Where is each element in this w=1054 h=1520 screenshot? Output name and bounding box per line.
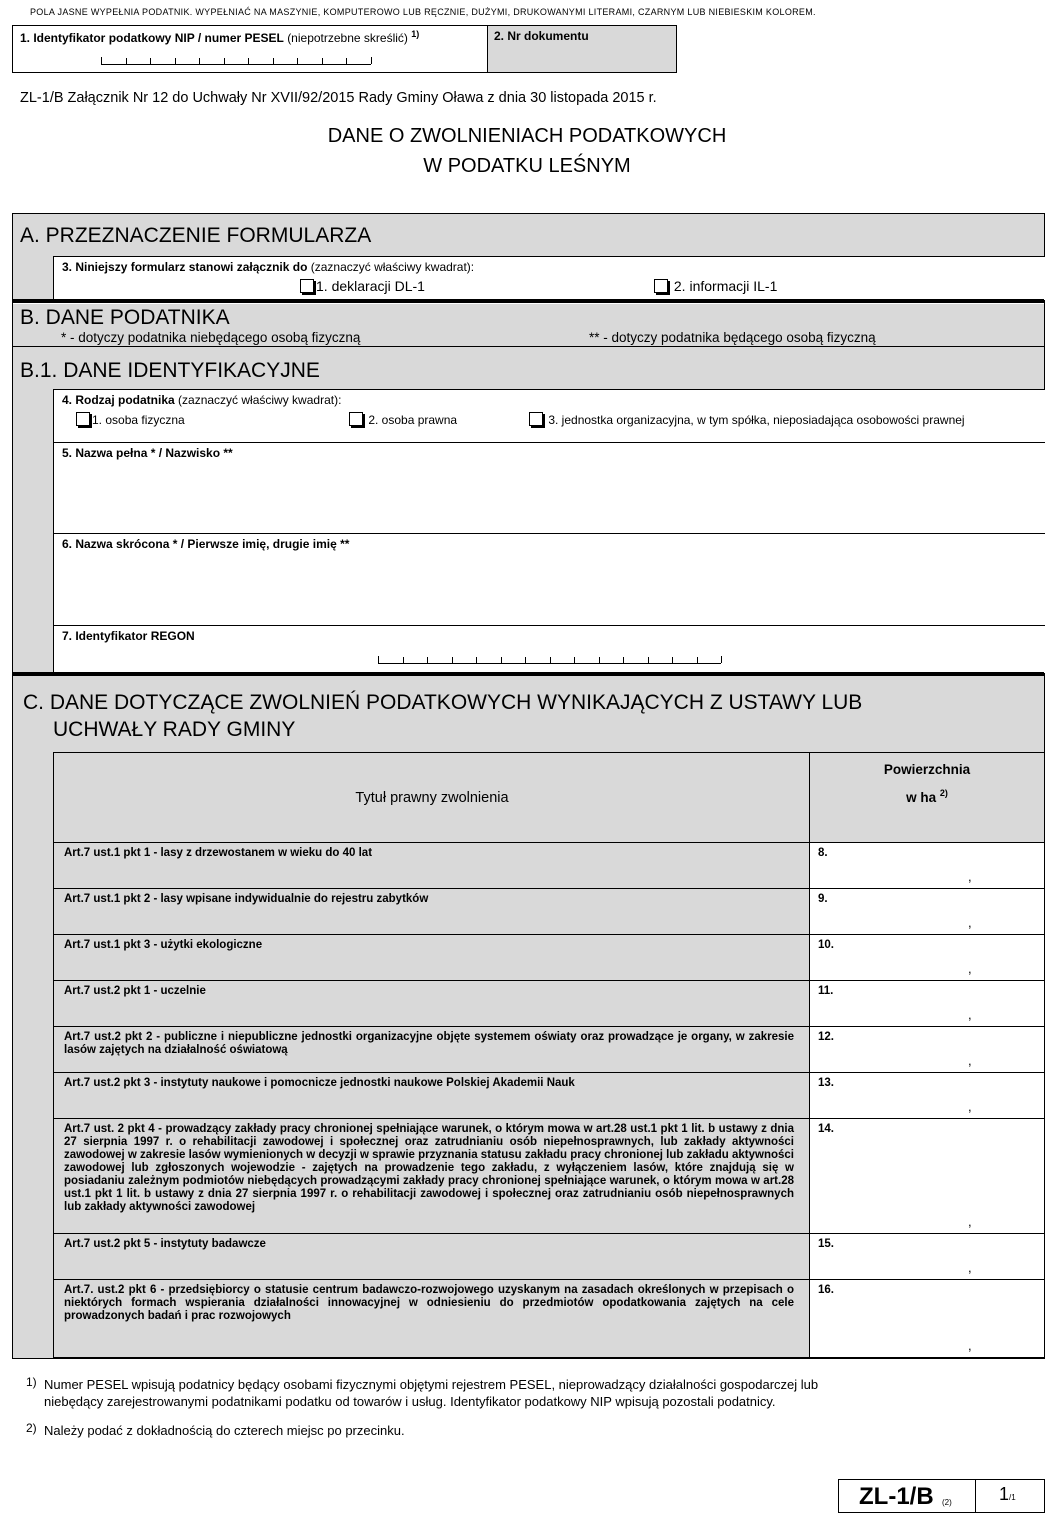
option-dl1-label: 1. deklaracji DL-1 [316,278,425,294]
exemption-title: Art.7 ust.2 pkt 5 - instytuty badawcze [64,1238,266,1250]
section-a-title: A. PRZEZNACZENIE FORMULARZA [20,224,372,247]
taxpayer-type-organization-label: 3. jednostka organizacyjna, w tym spółka, nieposiadająca osobowości prawnej [548,413,965,427]
field-number: 15. [818,1238,834,1250]
field-number: 8. [818,847,828,859]
short-name-field[interactable] [53,533,1045,625]
exemption-title: Art.7 ust.1 pkt 2 - lasy wpisane indywidualnie do rejestru zabytków [64,893,429,905]
section-b1-title: B.1. DANE IDENTYFIKACYJNE [20,359,320,382]
form-title [0,121,1054,181]
field-1-label: 1. Identyfikator podatkowy NIP / numer PESEL [20,31,284,45]
area-input[interactable] [810,843,1044,889]
section-a [13,214,1044,300]
exemption-row-title [54,1119,810,1234]
field-6-label: 6. Nazwa skrócona * / Pierwsze imię, drugie imię ** [62,537,350,551]
form-version: (2) [942,1498,952,1507]
regon-digit-cells [378,656,721,664]
section-b1 [13,347,1044,672]
field-number: 14. [818,1123,834,1135]
field-4-box [53,389,1045,442]
page-number: 1/1 [999,1484,1016,1504]
taxpayer-type-natural-label: 1. osoba fizyczna [92,413,185,427]
checkbox-icon[interactable] [349,412,363,426]
document-number-field [487,25,677,73]
footnote-2-mark: 2) [26,1421,37,1435]
divider [13,299,1044,303]
exemption-title: Art.7 ust.2 pkt 2 - publiczne i niepubliczne jednostki organizacyjne objęte systemem oświaty oraz prowadzące je organy, w zakresie lasów zajętych na działalność oświatową [64,1031,794,1056]
area-input[interactable] [810,1234,1044,1280]
exemption-title: Art.7 ust.1 pkt 1 - lasy z drzewostanem w wieku do 40 lat [64,847,373,859]
decimal-comma: , [968,1338,972,1353]
form-code: ZL-1/B [859,1483,934,1510]
decimal-comma: , [968,1099,972,1114]
footnote-1-line1: Numer PESEL wpisują podatnicy będący osobami fizycznymi objętymi rejestrem PESEL, nieprowadzący działalności gospodarczej lub [44,1377,819,1392]
area-input[interactable] [810,1119,1044,1234]
area-input[interactable] [810,935,1044,981]
exemption-row-title [54,889,810,935]
footnote-1 [26,1376,1026,1410]
area-input[interactable] [810,1073,1044,1119]
exemption-title: Art.7. ust.2 pkt 6 - przedsiębiorcy o statusie centrum badawczo-rozwojowego uzyskanym na zasadach określonych w przepisach o niektórych formach wspierania działalności innowacyjnej w odniesieniu do przedmiotów opodatkowania zajętych na cele prowadzonych badań i prac rozwojowych [64,1284,794,1322]
section-c-title-line2: UCHWAŁY RADY GMINY [53,718,296,741]
exemption-row-title [54,843,810,889]
area-input[interactable] [810,889,1044,935]
decimal-comma: , [968,1260,972,1275]
field-2-label: 2. Nr dokumentu [494,29,589,43]
form-title-line2: W PODATKU LEŚNYM [423,155,631,177]
col-header-title [54,753,810,843]
full-name-field[interactable] [53,442,1045,533]
exemption-title: Art.7 ust.2 pkt 1 - uczelnie [64,985,206,997]
nip-pesel-field[interactable] [12,25,488,73]
exemption-row-title [54,1073,810,1119]
checkbox-icon[interactable] [529,412,543,426]
area-input[interactable] [810,1280,1044,1358]
col-header-title-label: Tytuł prawny zwolnienia [355,790,509,806]
col-header-area [810,753,1044,843]
field-1-footnote-ref: 1) [411,29,420,39]
exemption-row-title [54,935,810,981]
section-b-note-natural: ** - dotyczy podatnika będącego osobą fizyczną [589,330,876,345]
area-input[interactable] [810,981,1044,1027]
exemption-title: Art.7 ust.2 pkt 3 - instytuty naukowe i pomocnicze jednostki naukowe Polskiej Akademii Nauk [64,1077,575,1089]
section-c-title-line1: C. DANE DOTYCZĄCE ZWOLNIEŃ PODATKOWYCH WYNIKAJĄCYCH Z USTAWY LUB [23,691,863,714]
decimal-comma: , [968,961,972,976]
decimal-comma: , [968,1007,972,1022]
field-3-box [53,256,1045,300]
option-il1-label: 2. informacji IL-1 [673,278,778,294]
nip-digit-cells [101,57,371,65]
col-header-area-line2: w ha $^{2)}$ [906,788,948,805]
field-7-label: 7. Identyfikator REGON [62,629,195,643]
exemption-row-title [54,1027,810,1073]
field-5-label: 5. Nazwa pełna * / Nazwisko ** [62,446,233,460]
form-title-line1: DANE O ZWOLNIENIACH PODATKOWYCH [327,125,727,147]
field-4-note: (zaznaczyć właściwy kwadrat): [178,393,342,407]
option-il1[interactable] [654,278,777,294]
field-number: 9. [818,893,828,905]
field-number: 12. [818,1031,834,1043]
field-3-note: (zaznaczyć właściwy kwadrat): [310,260,475,274]
field-number: 10. [818,939,834,951]
taxpayer-type-organization[interactable] [529,412,965,427]
field-number: 11. [818,985,834,997]
exemptions-table [53,752,1044,1358]
section-b-note-legal: * - dotyczy podatnika niebędącego osobą fizyczną [61,330,361,345]
checkbox-icon[interactable] [654,279,668,293]
checkbox-icon[interactable] [76,412,90,426]
decimal-comma: , [968,869,972,884]
exemption-row-title [54,1234,810,1280]
decimal-comma: , [968,1214,972,1229]
field-4-label: 4. Rodzaj podatnika [62,393,175,407]
taxpayer-type-legal[interactable] [349,412,457,427]
footnote-2-line1: Należy podać z dokładnością do czterech miejsc po przecinku. [44,1423,405,1438]
taxpayer-type-natural[interactable] [76,412,185,427]
exemption-row-title [54,1280,810,1358]
exemption-title: Art.7 ust. 2 pkt 4 - prowadzący zakłady pracy chronionej spełniające warunek, o którym mowa w art.28 ust.1 pkt 1 lit. b ustawy z dnia 27 sierpnia 1997 r. o rehabilitacji zawodowej i społecznej oraz zatrudnianiu osób niepełnosprawnych, lub zakłady aktywności zawodowej w zakresie lasów wymienionych w decyzji w sprawie przyznania statusu zakładu pracy chronionej lub zakładu aktywności zawodowej lub zgłoszonych wojewodzie - zajętych na prowadzenie tego zakładu, z wyłączeniem lasów, które znajdują się w posiadaniu zależnym podmiotów niebędących prowadzącymi zakłady pracy chronionej spełniające warunek, o którym mowa w art.28 ust.1 pkt 1 lit. b ustawy z dnia 27 sierpnia 1997 r. o rehabilitacji zawodowej i społecznej oraz zatrudnianiu osób niepełnosprawnych lub zakłady aktywności zawodowej [64,1123,794,1213]
field-number: 16. [818,1284,834,1296]
section-c-title [23,689,862,743]
field-1-note: (niepotrzebne skreślić) [287,31,408,45]
section-b-title: B. DANE PODATNIKA [20,306,230,329]
decimal-comma: , [968,1053,972,1068]
field-3-label: 3. Niniejszy formularz stanowi załącznik do [62,260,308,274]
attachment-reference: ZL-1/B Załącznik Nr 12 do Uchwały Nr XVII/92/2015 Rady Gminy Oława z dnia 30 listopada 2015 r. [20,90,657,106]
form-id-box [838,1479,1045,1513]
regon-field[interactable] [53,625,1045,673]
footnote-2 [26,1422,1026,1439]
footnote-1-mark: 1) [26,1375,37,1389]
exemption-title: Art.7 ust.1 pkt 3 - użytki ekologiczne [64,939,263,951]
footnote-1-line2: niebędący zarejestrowanymi podatnikami podatku od towarów i usług. Identyfikator podatkowy NIP wpisują pozostali podatnicy. [44,1394,776,1409]
col-header-area-line1: Powierzchnia [883,762,971,777]
area-input[interactable] [810,1027,1044,1073]
fill-instructions: POLA JASNE WYPEŁNIA PODATNIK. WYPEŁNIAĆ NA MASZYNIE, KOMPUTEROWO LUB RĘCZNIE, DUŻYMI, DRUKOWANYMI LITERAMI, CZARNYM LUB NIEBIESKIM KOLOREM. [30,7,816,17]
decimal-comma: , [968,915,972,930]
section-b-header [13,304,1044,346]
option-dl1[interactable] [300,278,425,294]
exemption-row-title [54,981,810,1027]
taxpayer-type-legal-label: 2. osoba prawna [368,413,458,427]
checkbox-icon[interactable] [300,279,314,293]
field-number: 13. [818,1077,834,1089]
